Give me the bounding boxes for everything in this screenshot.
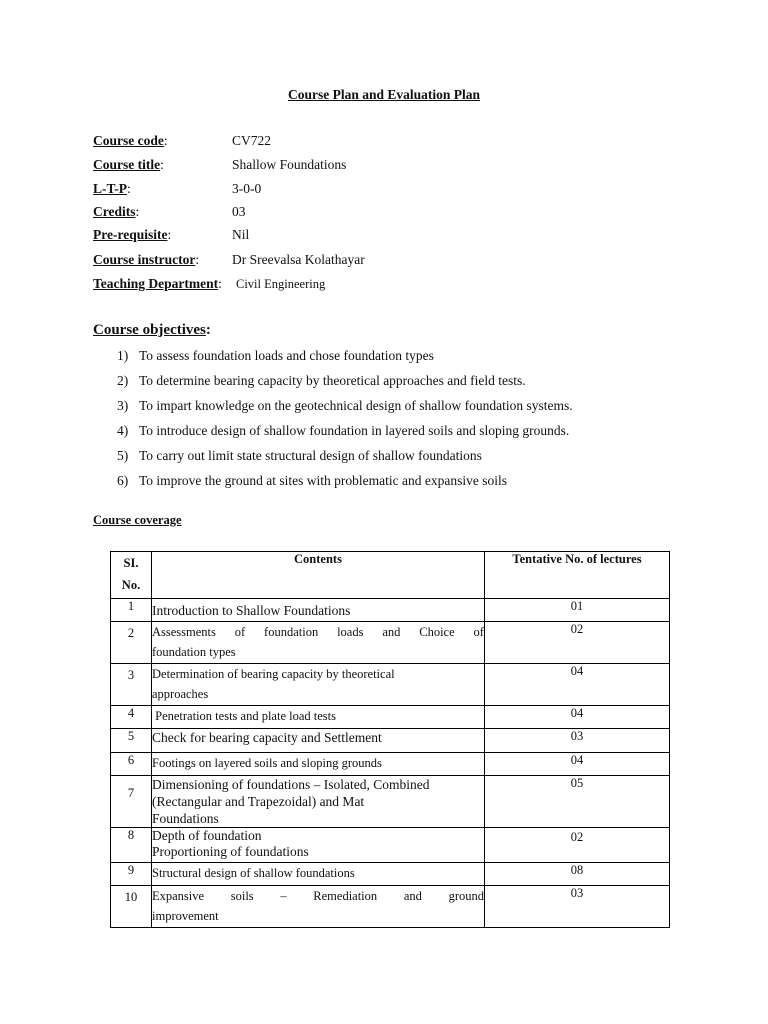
instructor-value: Dr Sreevalsa Kolathayar — [232, 252, 365, 267]
row-content: Assessments of foundation loads and Choice of foundation types — [152, 622, 485, 664]
department-value: Civil Engineering — [236, 277, 326, 291]
ltp-value: 3-0-0 — [232, 181, 262, 196]
objective-item: 1) To assess foundation loads and chose foundation types — [117, 348, 434, 363]
objective-item: 2) To determine bearing capacity by theoretical approaches and field tests. — [117, 373, 526, 388]
coverage-table — [110, 551, 670, 928]
row-content: Expansive soils – Remediation and ground improvement — [152, 886, 485, 928]
course-code-label: Course code — [93, 133, 164, 148]
row-sl: 1 — [111, 599, 152, 622]
coverage-heading: Course coverage — [93, 513, 182, 527]
word: Remediation — [313, 889, 378, 903]
course-title-value: Shallow Foundations — [232, 157, 347, 172]
row-sl: 3 — [111, 664, 152, 706]
word: of — [473, 625, 484, 639]
ltp-label: L-T-P — [93, 181, 128, 196]
table-row — [111, 753, 670, 776]
course-code-value: CV722 — [232, 133, 272, 148]
table-row — [111, 599, 670, 622]
row-content: Depth of foundation Proportioning of foundations — [152, 828, 485, 863]
row-lectures: 02 — [485, 622, 670, 664]
row-content: Structural design of shallow foundations — [152, 863, 485, 886]
word: and — [382, 625, 401, 639]
instructor-row — [93, 251, 365, 269]
course-title-label: Course title — [93, 157, 161, 172]
row-lectures: 03 — [485, 729, 670, 753]
row-lectures: 03 — [485, 886, 670, 928]
credits-row — [93, 203, 246, 221]
objective-item: 4) To introduce design of shallow foundation in layered soils and sloping grounds. — [117, 423, 570, 438]
department-label: Teaching Department — [93, 276, 219, 291]
table-header-row — [111, 552, 670, 599]
row-lectures: 05 — [485, 776, 670, 828]
ltp-row — [93, 180, 262, 198]
table-row — [111, 886, 670, 928]
word: Expansive — [152, 889, 205, 903]
course-code-row — [93, 132, 272, 150]
department-row — [93, 275, 326, 293]
table-row — [111, 664, 670, 706]
word: loads — [337, 625, 364, 639]
table-row — [111, 828, 670, 863]
table-row — [111, 729, 670, 753]
objective-item: 5) To carry out limit state structural design of shallow foundations — [117, 448, 482, 463]
instructor-label: Course instructor — [93, 252, 196, 267]
row-content: Dimensioning of foundations – Isolated, Combined (Rectangular and Trapezoidal) and Mat Foundations — [152, 776, 485, 828]
label-colon: : — [163, 133, 168, 148]
row-sl: 2 — [111, 622, 152, 664]
lectures-header: Tentative No. of lectures — [485, 552, 670, 599]
row-content: Penetration tests and plate load tests — [152, 706, 485, 729]
credits-value: 03 — [232, 204, 246, 219]
row-lectures: 08 — [485, 863, 670, 886]
objective-item: 6) To improve the ground at sites with problematic and expansive soils — [117, 473, 507, 488]
row-sl: 4 — [111, 706, 152, 729]
page-title: Course Plan and Evaluation Plan — [287, 87, 481, 102]
row-content: Determination of bearing capacity by theoretical approaches — [152, 664, 485, 706]
row-sl: 6 — [111, 753, 152, 776]
table-row — [111, 863, 670, 886]
word: foundation — [264, 625, 319, 639]
objectives-list — [117, 346, 573, 496]
label-colon: : — [135, 204, 140, 219]
course-title-row — [93, 156, 347, 174]
row-sl: 7 — [111, 776, 152, 828]
row-sl: 5 — [111, 729, 152, 753]
row-content: Check for bearing capacity and Settlement — [152, 729, 485, 753]
word: Assessments — [152, 625, 216, 639]
sl-no-header: SI. No. — [111, 552, 152, 599]
row-content: Footings on layered soils and sloping grounds — [152, 753, 485, 776]
row-lectures: 04 — [485, 753, 670, 776]
row-sl: 9 — [111, 863, 152, 886]
word: Choice — [419, 625, 455, 639]
prerequisite-value: Nil — [232, 227, 250, 242]
table-row — [111, 776, 670, 828]
word: soils — [230, 889, 254, 903]
row-sl: 10 — [111, 886, 152, 928]
word: and — [403, 889, 422, 903]
label-colon: : — [167, 227, 172, 242]
label-colon: : — [127, 181, 131, 196]
objectives-heading: Course objectives: — [93, 322, 211, 338]
word: of — [234, 625, 246, 639]
word: – — [280, 889, 287, 903]
table-row — [111, 622, 670, 664]
row-lectures: 04 — [485, 706, 670, 729]
table-row — [111, 706, 670, 729]
prerequisite-row — [93, 226, 250, 244]
row-lectures: 02 — [485, 828, 670, 863]
row-sl: 8 — [111, 828, 152, 863]
row-lectures: 01 — [485, 599, 670, 622]
label-colon: : — [160, 157, 164, 172]
label-colon: : — [195, 252, 200, 267]
row-lectures: 04 — [485, 664, 670, 706]
objective-item: 3) To impart knowledge on the geotechnical design of shallow foundation systems. — [117, 398, 573, 413]
word: ground — [448, 889, 484, 903]
justified-line — [152, 886, 484, 906]
row-content: Introduction to Shallow Foundations — [152, 599, 485, 622]
label-colon: : — [218, 276, 222, 291]
prerequisite-label: Pre-requisite — [93, 227, 168, 242]
credits-label: Credits — [93, 204, 136, 219]
contents-header: Contents — [152, 552, 485, 599]
